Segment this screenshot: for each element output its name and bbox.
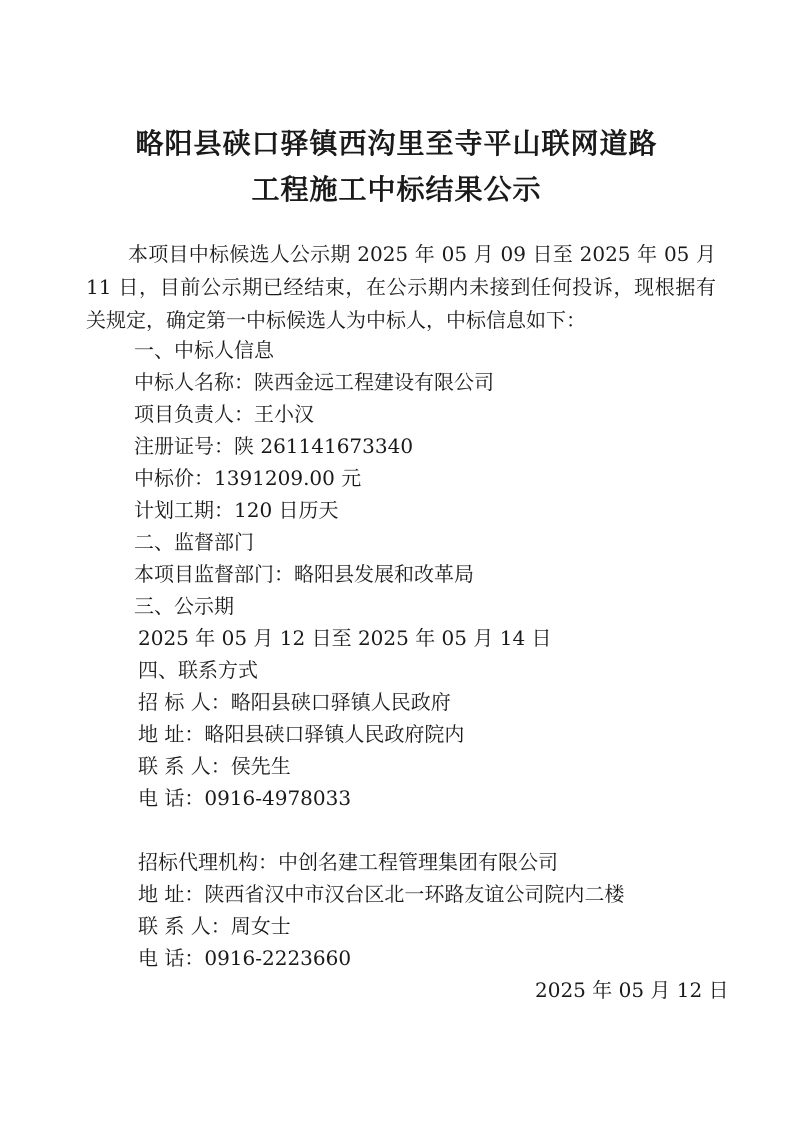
tenderer-address: 地 址：略阳县硖口驿镇人民政府院内 (138, 722, 465, 746)
agency-address: 地 址：陕西省汉中市汉台区北一环路友谊公司院内二楼 (138, 882, 625, 906)
registration-number: 注册证号：陕 261141673340 (134, 434, 414, 458)
announcement-date: 2025 年 05 月 12 日 (535, 978, 729, 1002)
winner-name: 中标人名称：陕西金远工程建设有限公司 (134, 370, 494, 394)
title-line-2: 工程施工中标结果公示 (251, 173, 542, 206)
agency-contact: 联 系 人：周女士 (138, 914, 291, 938)
agency-phone: 电 话：0916-2223660 (138, 946, 352, 970)
tender-agency: 招标代理机构：中创名建工程管理集团有限公司 (138, 850, 558, 874)
section-1-heading: 一、中标人信息 (134, 338, 274, 362)
intro-paragraph: 本项目中标候选人公示期 2025 年 05 月 09 日至 2025 年 05 月 11 日，目前公示期已经结束，在公示期内未接到任何投诉，现根据有关规定，确定第一中标候选人为中标人，中标信息如下： (86, 242, 716, 332)
section-2-heading: 二、监督部门 (134, 530, 254, 554)
supervising-department: 本项目监督部门：略阳县发展和改革局 (134, 562, 474, 586)
publicity-period: 2025 年 05 月 12 日至 2025 年 05 月 14 日 (138, 626, 552, 650)
section-3-heading: 三、公示期 (134, 594, 234, 618)
tenderer-phone: 电 话：0916-4978033 (138, 786, 352, 810)
project-manager: 项目负责人：王小汉 (134, 402, 314, 426)
title-line-1: 略阳县硖口驿镇西沟里至寺平山联网道路 (135, 127, 658, 160)
tenderer: 招 标 人：略阳县硖口驿镇人民政府 (138, 690, 451, 714)
tenderer-contact: 联 系 人：侯先生 (138, 754, 291, 778)
section-4-heading: 四、联系方式 (138, 658, 258, 682)
planned-duration: 计划工期：120 日历天 (134, 498, 339, 522)
winning-price: 中标价：1391209.00 元 (134, 466, 362, 490)
